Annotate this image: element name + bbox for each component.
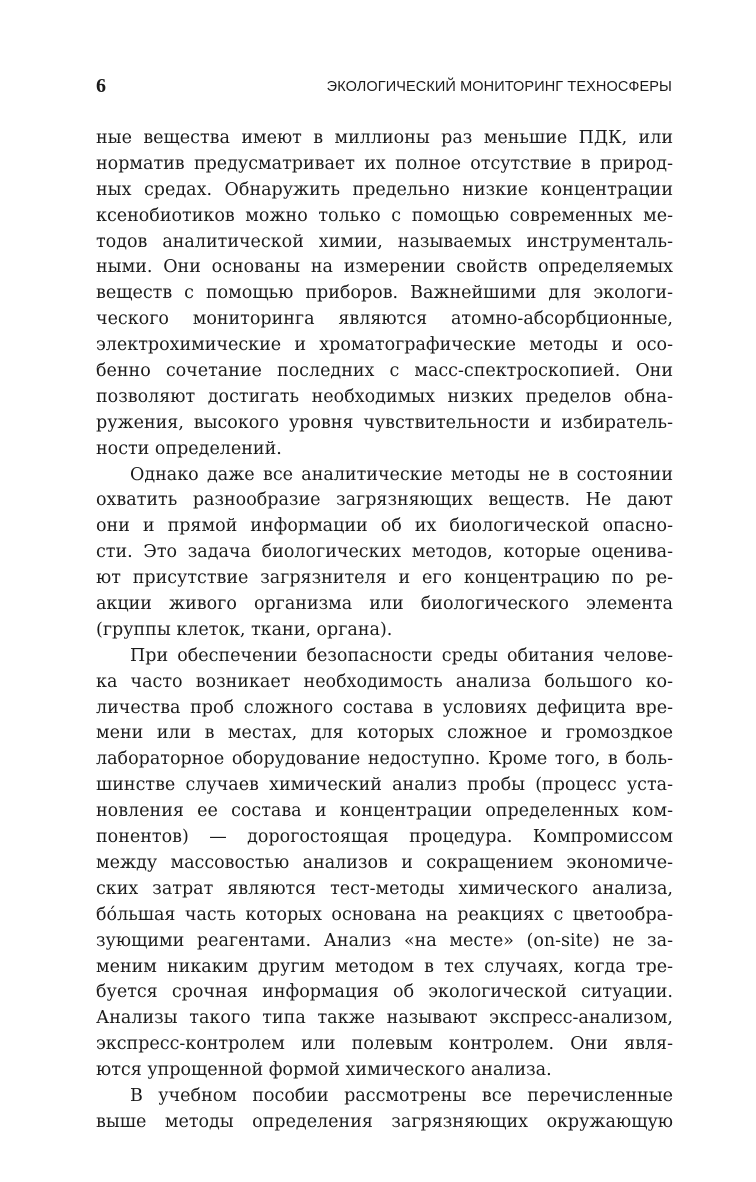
text-line: ности определений. [96,438,282,459]
text-line: меним никаким другим методом в тех случаях, когда тре- [96,956,673,977]
text-line: ских затрат являются тест-методы химического анализа, [96,878,673,899]
text-line: бóльшая часть которых основана на реакциях с цветообра- [96,904,673,925]
text-line: ные вещества имеют в миллионы раз меньшие ПДК, или [96,128,673,148]
body-text [96,126,673,1136]
text-line: (группы клеток, ткани, органа). [96,619,393,640]
text-line: бенно сочетание последних с масс-спектроскопией. Они [96,361,673,382]
text-line: охватить разнообразие загрязняющих веществ. Не дают [96,490,673,511]
text-line: они и прямой информации об их биологической опасно- [96,516,673,537]
text-line: ка часто возникает необходимость анализа большого ко- [96,671,673,692]
text-line: Анализы такого типа также называют экспресс-анализом, [96,1008,673,1029]
text-line: акции живого организма или биологического элемента [96,594,673,615]
text-line: сти. Это задача биологических методов, которые оценива- [96,542,673,563]
text-line: выше методы определения загрязняющих окружающую [96,1111,673,1132]
paragraph [96,126,673,463]
text-line: ксенобиотиков можно только с помощью современных ме- [96,205,673,226]
text-line: новления ее состава и концентрации определенных ком- [96,801,673,822]
text-line: ются упрощенной формой химического анализа. [96,1060,552,1081]
text-line: экспресс-контролем или полевым контролем. Они явля- [96,1034,673,1055]
text-line: личества проб сложного состава в условиях дефицита вре- [96,697,673,718]
text-line: ют присутствие загрязнителя и его концентрацию по ре- [96,568,673,589]
text-line: норматив предусматривает их полное отсутствие в природ- [96,153,673,174]
text-line: буется срочная информация об экологической ситуации. [96,982,673,1003]
paragraph [96,463,673,644]
text-line: веществ с помощью приборов. Важнейшими для экологи- [96,283,673,304]
text-line: мени или в местах, для которых сложное и громоздкое [96,723,673,744]
text-line: между массовостью анализов и сокращением экономиче- [96,852,673,873]
page-number: 6 [96,75,106,97]
text-line: ружения, высокого уровня чувствительности и избиратель- [96,412,673,433]
running-title: ЭКОЛОГИЧЕСКИЙ МОНИТОРИНГ ТЕХНОСФЕРЫ [326,79,672,95]
text-line: При обеспечении безопасности среды обитания челове- [130,645,673,666]
text-line: понентов) — дорогостоящая процедура. Компромиссом [96,827,673,848]
text-line: В учебном пособии рассмотрены все перечисленные [130,1085,673,1106]
text-line: тодов аналитической химии, называемых инструменталь- [96,231,673,252]
text-line: ных средах. Обнаружить предельно низкие концентрации [96,179,673,200]
text-line: электрохимические и хроматографические методы и осо- [96,335,673,356]
paragraph [96,644,673,1084]
text-line: ными. Они основаны на измерении свойств определяемых [96,257,673,278]
text-line: шинстве случаев химический анализ пробы (процесс уста- [96,775,673,796]
text-line: позволяют достигать необходимых низких пределов обна- [96,386,673,407]
text-line: лабораторное оборудование недоступно. Кроме того, в боль- [96,749,673,770]
page-header [96,73,672,99]
text-line: Однако даже все аналитические методы не в состоянии [130,464,673,485]
text-line: зующими реагентами. Анализ «на месте» (on-site) не за- [96,930,673,951]
paragraph [96,1084,673,1136]
text-line: ческого мониторинга являются атомно-абсорбционные, [96,309,673,330]
